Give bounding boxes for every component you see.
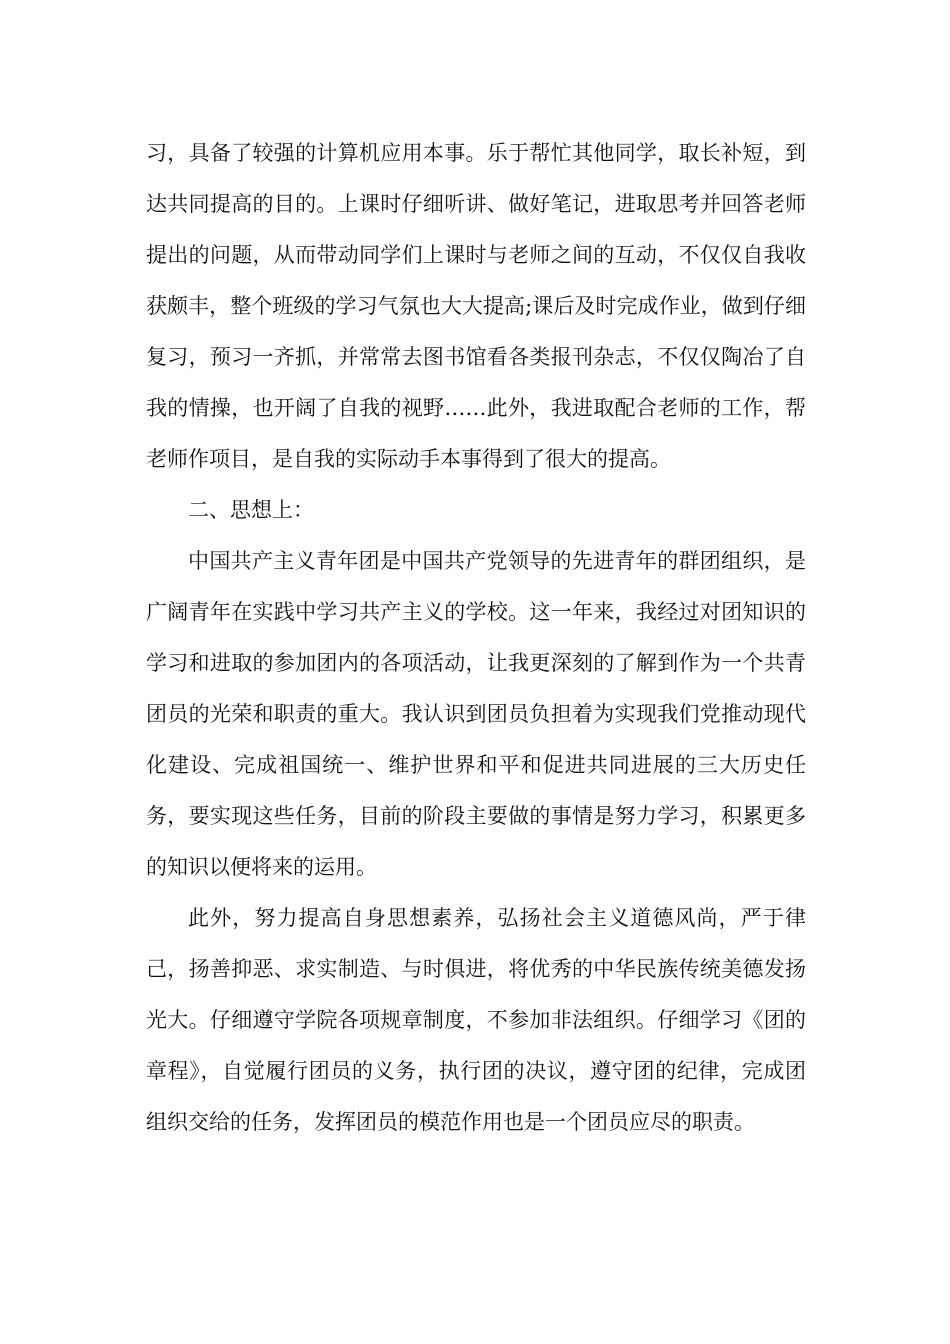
paragraph-youth-league: 中国共产主义青年团是中国共产党领导的先进青年的群团组织，是广阔青年在实践中学习共产主义的学校。这一年来，我经过对团知识的学习和进取的参加团内的各项活动，让我更深刻的了解到作为一个共青团员的光荣和职责的重大。我认识到团员负担着为实现我们党推动现代化建设、完成祖国统一、维护世界和平和促进共同进展的三大历史任务，要实现这些任务，目前的阶段主要做的事情是努力学习，积累更多的知识以便将来的运用。 (146, 549, 806, 879)
paragraph-self-improvement: 此外，努力提高自身思想素养，弘扬社会主义道德风尚，严于律己，扬善抑恶、求实制造、与时俱进，将优秀的中华民族传统美德发扬光大。仔细遵守学院各项规章制度，不参加非法组织。仔细学习《团的章程》，自觉履行团员的义务，执行团的决议，遵守团的纪律，完成团组织交给的任务，发挥团员的模范作用也是一个团员应尽的职责。 (146, 906, 806, 1134)
document-body (146, 128, 806, 1148)
section-heading-thought: 二、思想上： (188, 498, 314, 522)
paragraph-study-continued: 习，具备了较强的计算机应用本事。乐于帮忙其他同学，取长补短，到达共同提高的目的。上课时仔细听讲、做好笔记，进取思考并回答老师提出的问题，从而带动同学们上课时与老师之间的互动，不仅仅自我收获颇丰，整个班级的学习气氛也大大提高;课后及时完成作业，做到仔细复习，预习一齐抓，并常常去图书馆看各类报刊杂志，不仅仅陶冶了自我的情操，也开阔了自我的视野……此外，我进取配合老师的工作，帮老师作项目，是自我的实际动手本事得到了很大的提高。 (146, 141, 806, 471)
